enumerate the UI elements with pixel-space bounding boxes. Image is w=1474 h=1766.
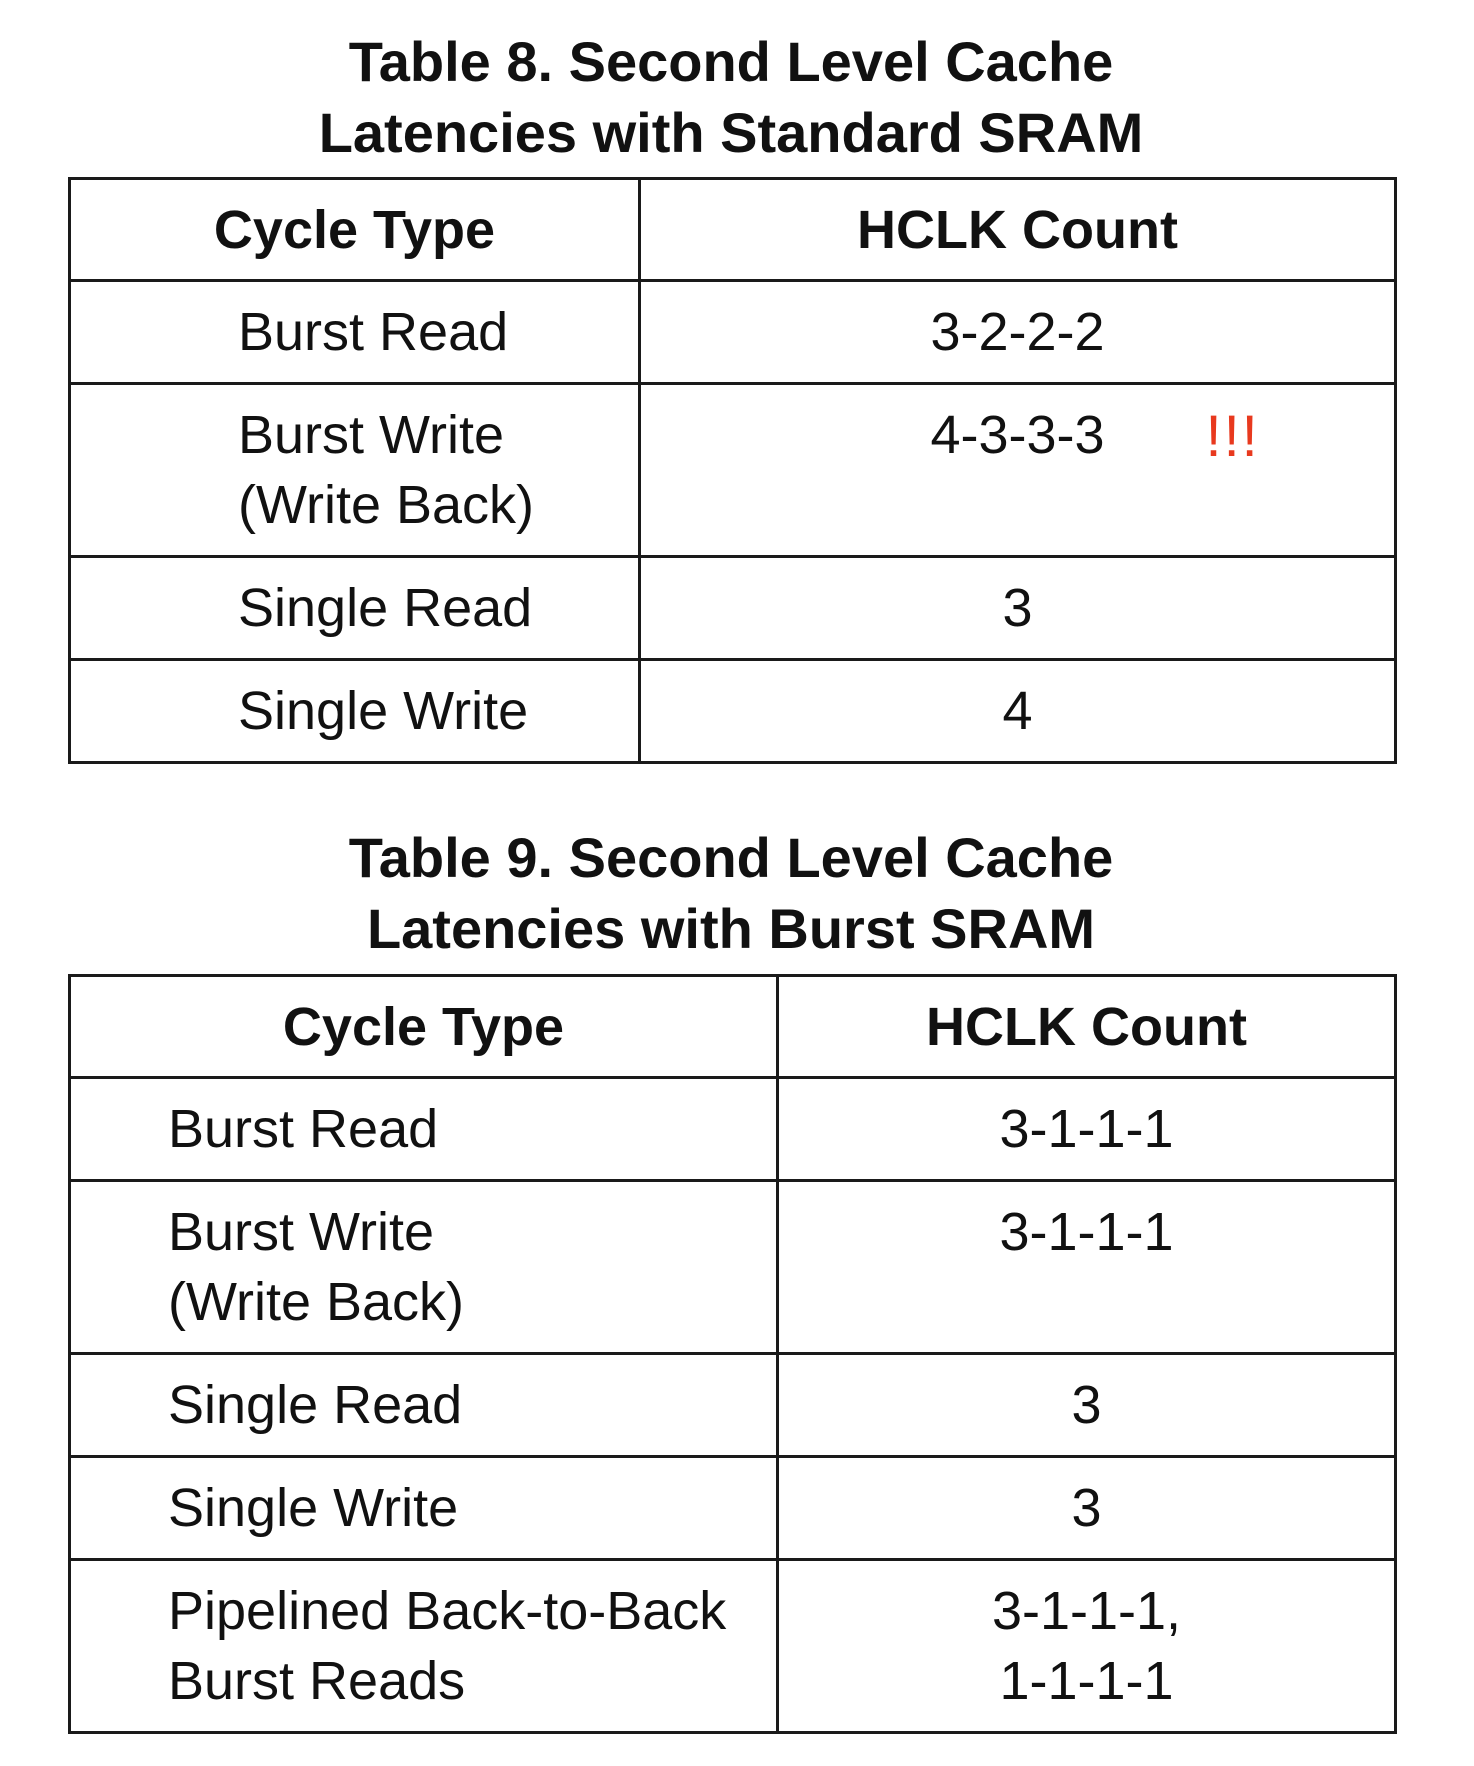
table-9 xyxy=(68,974,1397,1734)
table-8-header-row xyxy=(70,179,1396,281)
hclk-count-cell xyxy=(778,1181,1396,1354)
cycle-type-text: Single Write xyxy=(238,681,529,741)
hclk-count-cell xyxy=(778,1560,1396,1733)
exclamation-annotation: !!! xyxy=(1205,404,1260,469)
table-9-caption xyxy=(68,822,1394,964)
hclk-count-cell xyxy=(640,557,1396,660)
table-row xyxy=(70,1181,1396,1354)
table-8-header-cycle-type: Cycle Type xyxy=(70,179,640,281)
hclk-count-text: 4 xyxy=(1002,681,1033,741)
hclk-count-cell xyxy=(640,660,1396,763)
hclk-count-text-line-2: 1-1-1-1 xyxy=(999,1651,1174,1711)
hclk-count-text: 3-1-1-1 xyxy=(999,1202,1174,1262)
cycle-type-text-line-2: (Write Back) xyxy=(238,475,535,535)
cycle-type-cell xyxy=(70,1560,778,1733)
table-8-caption-line-1: Table 8. Second Level Cache xyxy=(348,30,1114,93)
table-9-caption-line-1: Table 9. Second Level Cache xyxy=(348,826,1114,889)
cycle-type-cell xyxy=(70,1457,778,1560)
hclk-count-wrap xyxy=(930,400,1260,470)
hclk-count-cell xyxy=(640,281,1396,384)
cycle-type-cell xyxy=(70,281,640,384)
cycle-type-cell xyxy=(70,660,640,763)
table-8-caption-line-2: Latencies with Standard SRAM xyxy=(318,101,1144,164)
table-row xyxy=(70,1560,1396,1733)
cycle-type-text: Burst Write xyxy=(238,405,505,465)
table-row xyxy=(70,1354,1396,1457)
table-9-header-cycle-type: Cycle Type xyxy=(70,976,778,1078)
table-8-header-hclk-count: HCLK Count xyxy=(640,179,1396,281)
cycle-type-text: Burst Read xyxy=(168,1099,439,1159)
table-row xyxy=(70,281,1396,384)
cycle-type-cell xyxy=(70,1181,778,1354)
table-8-caption xyxy=(68,26,1394,168)
table-9-header-hclk-count: HCLK Count xyxy=(778,976,1396,1078)
cycle-type-text: Single Read xyxy=(238,578,533,638)
cycle-type-text: Burst Write xyxy=(168,1202,435,1262)
cycle-type-text: Pipelined Back-to-Back xyxy=(168,1581,727,1641)
table-9-header-row xyxy=(70,976,1396,1078)
hclk-count-text: 3 xyxy=(1071,1478,1102,1538)
cycle-type-cell xyxy=(70,384,640,557)
table-row xyxy=(70,660,1396,763)
cycle-type-text-line-2: Burst Reads xyxy=(168,1651,466,1711)
cycle-type-text: Single Write xyxy=(168,1478,459,1538)
hclk-count-cell xyxy=(778,1354,1396,1457)
table-9-caption-line-2: Latencies with Burst SRAM xyxy=(366,897,1096,960)
hclk-count-text: 3-1-1-1, xyxy=(991,1581,1182,1641)
hclk-count-cell xyxy=(778,1078,1396,1181)
table-row xyxy=(70,1457,1396,1560)
cycle-type-text: Single Read xyxy=(168,1375,463,1435)
hclk-count-text: 3 xyxy=(1002,578,1033,638)
cycle-type-cell xyxy=(70,557,640,660)
table-row xyxy=(70,557,1396,660)
hclk-count-text: 3-1-1-1 xyxy=(999,1099,1174,1159)
table-row xyxy=(70,1078,1396,1181)
hclk-count-cell xyxy=(640,384,1396,557)
hclk-count-cell xyxy=(778,1457,1396,1560)
cycle-type-cell xyxy=(70,1078,778,1181)
hclk-count-text: 3-2-2-2 xyxy=(930,302,1105,362)
cycle-type-cell xyxy=(70,1354,778,1457)
hclk-count-text: 3 xyxy=(1071,1375,1102,1435)
table-row xyxy=(70,384,1396,557)
cycle-type-text-line-2: (Write Back) xyxy=(168,1272,465,1332)
table-8 xyxy=(68,177,1397,764)
hclk-count-text: 4-3-3-3 xyxy=(930,405,1105,465)
cycle-type-text: Burst Read xyxy=(238,302,509,362)
